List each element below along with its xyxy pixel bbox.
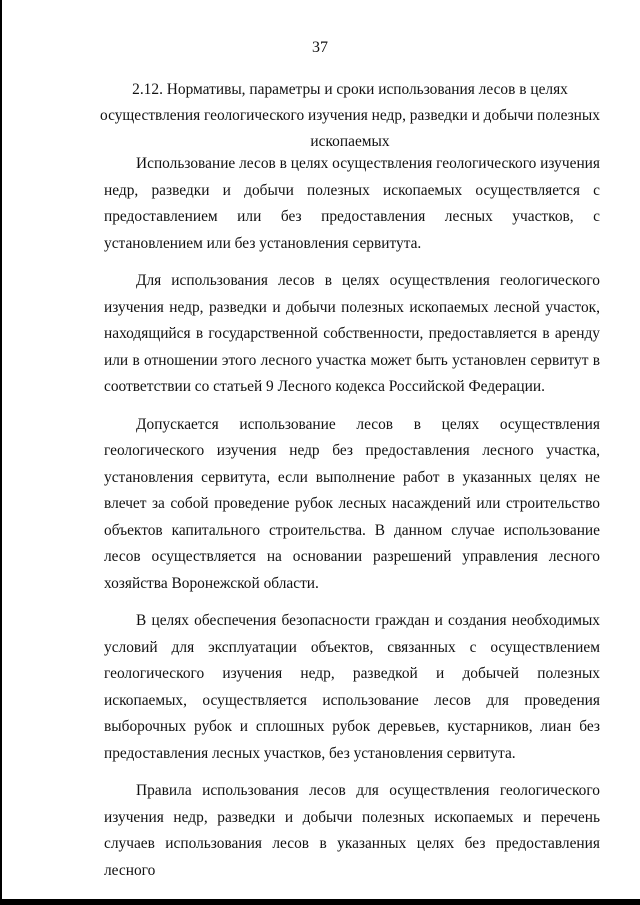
paragraph: В целях обеспечения безопасности граждан и создания необходимых условий для эксплуатации объектов, связанных с осуществлением геологического изучения недр, разведкой и добычей полезных ископаемых, осуществляется использование лесов для проведения выборочных рубок и сплошных рубок деревьев, кустарников, лиан без предоставления лесных участков, без установления сервитута. — [104, 612, 600, 762]
scan-border-left — [0, 0, 2, 905]
paragraph: Правила использования лесов для осуществления геологического изучения недр, разведки и добычи полезных ископаемых и перечень случаев использования лесов в указанных целях без предоставления лесного — [104, 782, 600, 879]
page-number: 37 — [312, 39, 328, 56]
paragraph: Для использования лесов в целях осуществления геологического изучения недр, разведки и добычи полезных ископаемых лесной участок, находящийся в государственной собственности, предоставляется в аренду или в отношении этого лесного участка может быть установлен сервитут в соответствии со статьей 9 Лесного кодекса Российской Федерации. — [104, 272, 600, 395]
paragraph: Допускается использование лесов в целях осуществления геологического изучения недр без предоставления лесного участка, установления сервитута, если выполнение работ в указанных целях не влечет за собой проведение рубок лесных насаждений или строительство объектов капитального строительства. В данном случае использование лесов осуществляется на основании разрешений управления лесного хозяйства Воронежской области. — [104, 415, 600, 592]
scan-border-bottom — [0, 899, 640, 905]
paragraph: Использование лесов в целях осуществления геологического изучения недр, разведки и добычи полезных ископаемых осуществляется с предоставлением или без предоставления лесных участков, с установлением или без установления сервитута. — [104, 155, 600, 252]
section-heading: 2.12. Нормативы, параметры и сроки использования лесов в целях осуществления геологического изучения недр, разведки и добычи полезных ископаемых — [100, 81, 600, 150]
body-text — [104, 151, 600, 895]
